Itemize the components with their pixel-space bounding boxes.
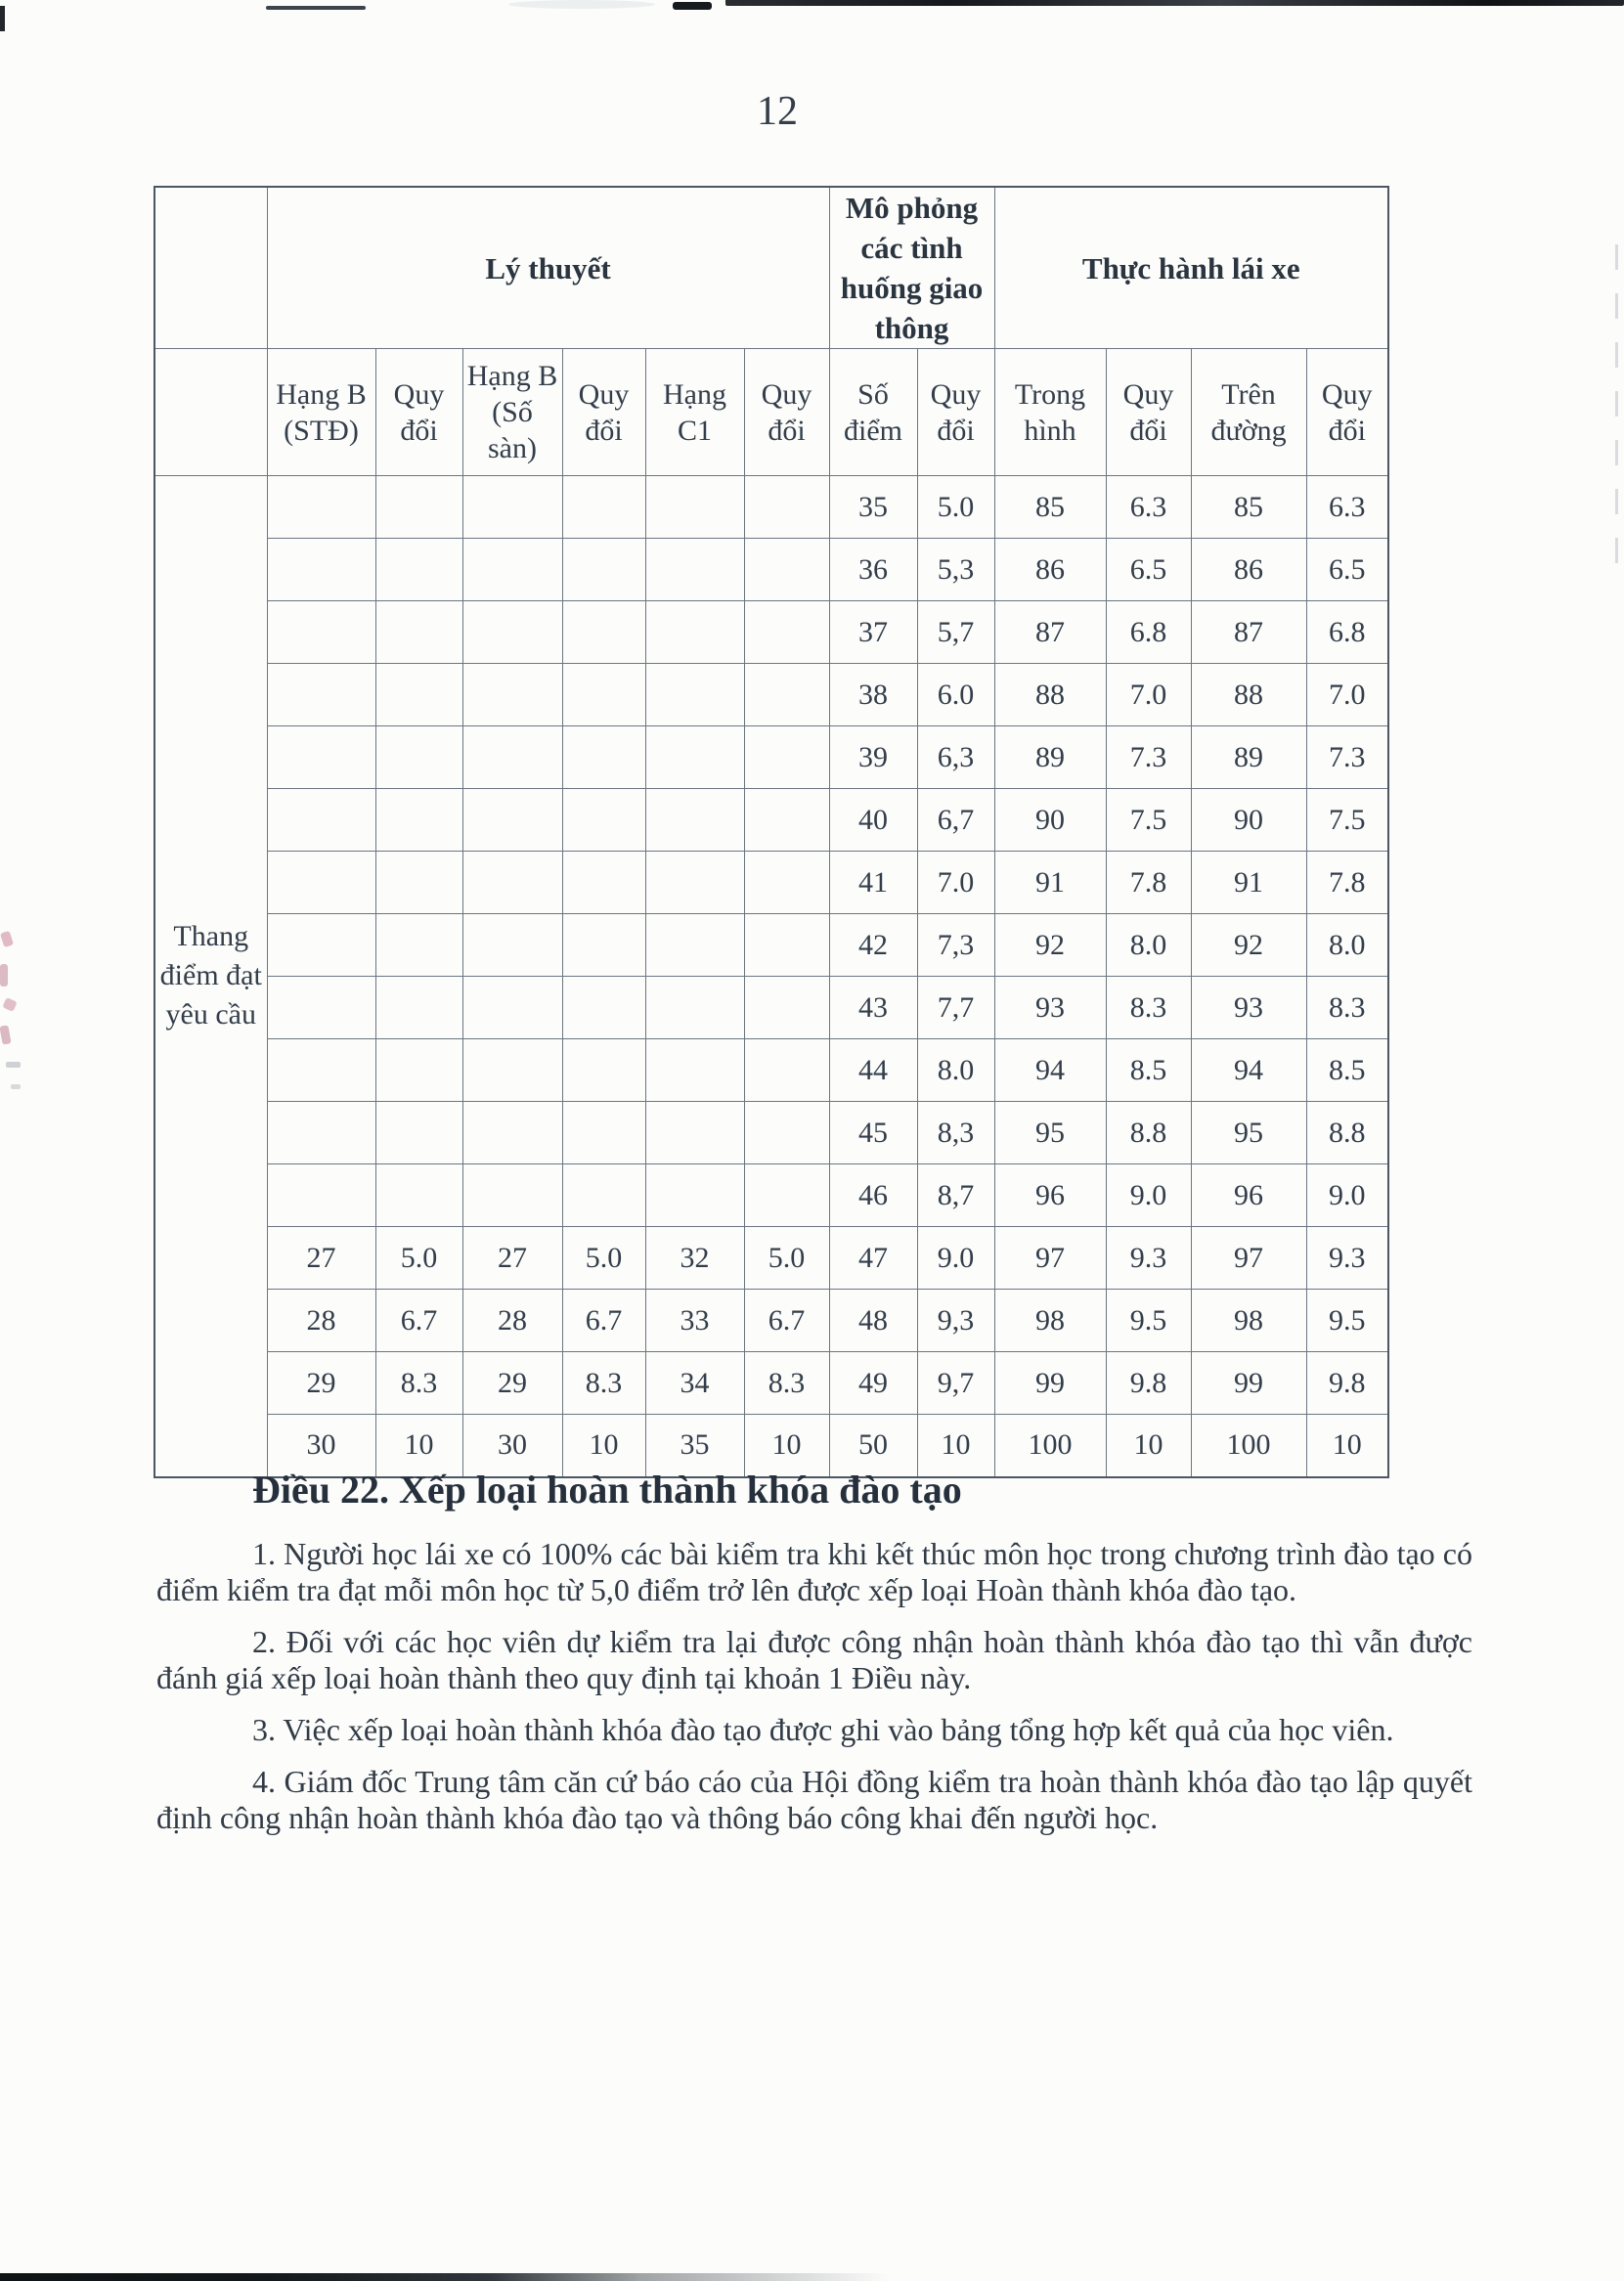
table-cell: 9.5 (1106, 1290, 1191, 1352)
page-number: 12 (757, 89, 798, 134)
scan-artifact-pink-mark (0, 964, 8, 987)
table-cell: 6.5 (1106, 539, 1191, 601)
table-cell (462, 726, 562, 789)
scan-artifact-top-blob (673, 2, 712, 10)
table-cell (562, 852, 645, 914)
table-cell: 9.3 (1106, 1227, 1191, 1290)
table-cell: 6.0 (917, 664, 994, 726)
table-cell: 7.5 (1306, 789, 1388, 852)
table-cell: 91 (994, 852, 1106, 914)
table-cell (267, 852, 375, 914)
table-cell (744, 789, 829, 852)
scan-artifact-top-short-line (266, 6, 366, 10)
table-cell: 7.5 (1106, 789, 1191, 852)
column-header: Quy đổi (917, 349, 994, 476)
table-cell: 29 (267, 1352, 375, 1415)
table-cell: 7,3 (917, 914, 994, 977)
table-cell (744, 1164, 829, 1227)
scan-artifact-gray-mark (11, 1084, 21, 1089)
article-paragraph: 2. Đối với các học viên dự kiểm tra lại được công nhận hoàn thành khóa đào tạo thì vẫn được đánh giá xếp loại hoàn thành theo quy định tại khoản 1 Điều này. (156, 1624, 1472, 1695)
table-cell: 98 (994, 1290, 1106, 1352)
table-cell: 44 (829, 1039, 917, 1102)
table-cell: 35 (829, 476, 917, 539)
scan-artifact-right-edge-line (1615, 244, 1618, 582)
table-cell (267, 601, 375, 664)
table-body (154, 476, 1388, 1477)
table-cell: 6.3 (1106, 476, 1191, 539)
group-header: Lý thuyết (267, 187, 829, 349)
column-header: Trong hình (994, 349, 1106, 476)
table-cell: 9.3 (1306, 1227, 1388, 1290)
table-cell: 32 (645, 1227, 744, 1290)
table-cell (645, 1039, 744, 1102)
table-cell: 5,3 (917, 539, 994, 601)
column-header: Quy đổi (744, 349, 829, 476)
table-cell: 6.8 (1306, 601, 1388, 664)
table-cell: 86 (1191, 539, 1306, 601)
table-cell: 7.0 (1106, 664, 1191, 726)
table-cell: 97 (1191, 1227, 1306, 1290)
table-cell: 7.8 (1106, 852, 1191, 914)
table-cell: 96 (994, 1164, 1106, 1227)
table-cell: 5.0 (375, 1227, 462, 1290)
table-cell: 5.0 (744, 1227, 829, 1290)
table-cell (462, 789, 562, 852)
table-column-header-row (154, 349, 1388, 476)
column-header: Hạng C1 (645, 349, 744, 476)
table-cell: 87 (994, 601, 1106, 664)
table-cell: 6.7 (375, 1290, 462, 1352)
table-cell (375, 1102, 462, 1164)
table-cell: 27 (267, 1227, 375, 1290)
table-row (154, 1227, 1388, 1290)
row-label: Thang điểm đạt yêu cầu (154, 476, 267, 1477)
table-cell: 100 (994, 1415, 1106, 1477)
table-cell: 8.3 (744, 1352, 829, 1415)
scan-artifact-pink-mark (2, 997, 17, 1012)
table-cell: 6.7 (562, 1290, 645, 1352)
table-row (154, 726, 1388, 789)
article-heading: Điều 22. Xếp loại hoàn thành khóa đào tạo (252, 1468, 962, 1512)
table-cell: 48 (829, 1290, 917, 1352)
scan-artifact-top-line (725, 0, 1624, 6)
table-cell: 94 (1191, 1039, 1306, 1102)
table-cell (562, 664, 645, 726)
table-cell (267, 789, 375, 852)
table-cell: 9.0 (1306, 1164, 1388, 1227)
table-cell: 28 (267, 1290, 375, 1352)
table-cell (375, 539, 462, 601)
table-cell (645, 476, 744, 539)
table-cell (562, 476, 645, 539)
table-cell: 8.5 (1306, 1039, 1388, 1102)
table-row (154, 789, 1388, 852)
table-cell: 8.8 (1306, 1102, 1388, 1164)
table-cell (462, 1164, 562, 1227)
group-header: Thực hành lái xe (994, 187, 1388, 349)
table-cell: 42 (829, 914, 917, 977)
table-cell: 47 (829, 1227, 917, 1290)
table-row (154, 1352, 1388, 1415)
table-cell (462, 977, 562, 1039)
table-cell: 8.0 (1106, 914, 1191, 977)
table-cell: 98 (1191, 1290, 1306, 1352)
table-cell: 49 (829, 1352, 917, 1415)
table-cell: 9,3 (917, 1290, 994, 1352)
scan-artifact-corner-tick (0, 6, 5, 31)
table-row (154, 601, 1388, 664)
table-cell (462, 1102, 562, 1164)
table-cell: 6.3 (1306, 476, 1388, 539)
table-cell: 7.0 (917, 852, 994, 914)
article-paragraph: 1. Người học lái xe có 100% các bài kiểm tra khi kết thúc môn học trong chương trình đào tạo có điểm kiểm tra đạt mỗi môn học từ 5,0 điểm trở lên được xếp loại Hoàn thành khóa đào tạo. (156, 1536, 1472, 1607)
table-cell: 85 (1191, 476, 1306, 539)
article-paragraph: 4. Giám đốc Trung tâm căn cứ báo cáo của Hội đồng kiểm tra hoàn thành khóa đào tạo lập quyết định công nhận hoàn thành khóa đào tạo và thông báo công khai đến người học. (156, 1764, 1472, 1835)
table-cell: 8.3 (375, 1352, 462, 1415)
table-cell: 99 (994, 1352, 1106, 1415)
corner-cell (154, 187, 267, 349)
table-cell: 6,3 (917, 726, 994, 789)
table-cell: 92 (994, 914, 1106, 977)
table-cell: 10 (917, 1415, 994, 1477)
table-cell: 30 (267, 1415, 375, 1477)
table-cell: 85 (994, 476, 1106, 539)
table-cell (645, 601, 744, 664)
table-cell: 7,7 (917, 977, 994, 1039)
table-cell (562, 1164, 645, 1227)
table-group-header-row (154, 187, 1388, 349)
table-cell: 91 (1191, 852, 1306, 914)
table-cell (645, 914, 744, 977)
table-cell: 7.3 (1306, 726, 1388, 789)
table-cell (645, 539, 744, 601)
table-cell: 6.5 (1306, 539, 1388, 601)
table-cell: 87 (1191, 601, 1306, 664)
table-cell: 43 (829, 977, 917, 1039)
table-cell (375, 476, 462, 539)
table-cell (744, 977, 829, 1039)
table-cell: 37 (829, 601, 917, 664)
table-cell: 99 (1191, 1352, 1306, 1415)
table-cell (267, 539, 375, 601)
table-cell: 36 (829, 539, 917, 601)
table-cell: 89 (1191, 726, 1306, 789)
table-cell (744, 539, 829, 601)
table-cell (744, 476, 829, 539)
table-cell: 5.0 (917, 476, 994, 539)
column-header: Trên đường (1191, 349, 1306, 476)
table-cell (744, 914, 829, 977)
table-cell: 38 (829, 664, 917, 726)
table-cell: 7.0 (1306, 664, 1388, 726)
table-cell (375, 1039, 462, 1102)
table-cell (462, 1039, 562, 1102)
table-cell: 92 (1191, 914, 1306, 977)
table-cell (375, 601, 462, 664)
table-cell: 5.0 (562, 1227, 645, 1290)
table-cell: 46 (829, 1164, 917, 1227)
table-cell (744, 601, 829, 664)
table-cell (645, 1164, 744, 1227)
table-cell: 39 (829, 726, 917, 789)
table-cell (375, 914, 462, 977)
scan-artifact-bottom-bar (0, 2273, 890, 2281)
table-cell (744, 852, 829, 914)
table-cell: 35 (645, 1415, 744, 1477)
article-section (156, 1467, 1472, 1852)
table-cell: 29 (462, 1352, 562, 1415)
group-header: Mô phỏng các tình huống giao thông (829, 187, 994, 349)
table-cell (562, 977, 645, 1039)
table-row (154, 1164, 1388, 1227)
scan-artifact-pink-mark (0, 931, 14, 947)
table-cell (462, 601, 562, 664)
table-cell (645, 726, 744, 789)
table-cell: 9.0 (917, 1227, 994, 1290)
table-row (154, 539, 1388, 601)
table-cell (562, 601, 645, 664)
table-cell: 6,7 (917, 789, 994, 852)
table-cell (562, 1102, 645, 1164)
table-cell: 86 (994, 539, 1106, 601)
column-header: Hạng B (Số sàn) (462, 349, 562, 476)
table-cell: 7.8 (1306, 852, 1388, 914)
table-row (154, 914, 1388, 977)
table-cell: 8,7 (917, 1164, 994, 1227)
table-cell: 97 (994, 1227, 1106, 1290)
table-cell: 6.7 (744, 1290, 829, 1352)
table-cell (267, 1164, 375, 1227)
table-cell: 8.8 (1106, 1102, 1191, 1164)
column-header: Quy đổi (1106, 349, 1191, 476)
table-cell: 45 (829, 1102, 917, 1164)
table-cell: 41 (829, 852, 917, 914)
table-cell (462, 852, 562, 914)
table-cell (267, 726, 375, 789)
corner-cell (154, 349, 267, 476)
table-cell (375, 977, 462, 1039)
table-cell: 7.3 (1106, 726, 1191, 789)
table-cell: 9.5 (1306, 1290, 1388, 1352)
table-cell: 33 (645, 1290, 744, 1352)
table-row (154, 664, 1388, 726)
column-header: Quy đổi (375, 349, 462, 476)
table-cell (645, 977, 744, 1039)
table-cell: 8.0 (1306, 914, 1388, 977)
article-paragraph: 3. Việc xếp loại hoàn thành khóa đào tạo được ghi vào bảng tổng hợp kết quả của học viên. (252, 1712, 1394, 1747)
table-row (154, 852, 1388, 914)
table-cell (267, 977, 375, 1039)
table-cell (462, 539, 562, 601)
column-header: Quy đổi (1306, 349, 1388, 476)
table-cell (645, 664, 744, 726)
score-conversion-table (154, 186, 1389, 1478)
table-cell (375, 1164, 462, 1227)
table-cell: 5,7 (917, 601, 994, 664)
table-cell: 9.0 (1106, 1164, 1191, 1227)
table-cell (267, 476, 375, 539)
table-cell: 9,7 (917, 1352, 994, 1415)
table-row (154, 1102, 1388, 1164)
table-cell: 50 (829, 1415, 917, 1477)
table-cell (267, 664, 375, 726)
table-cell (267, 1039, 375, 1102)
table-cell: 93 (1191, 977, 1306, 1039)
table-cell (462, 914, 562, 977)
table-cell: 9.8 (1106, 1352, 1191, 1415)
table-cell: 10 (1306, 1415, 1388, 1477)
table-cell: 88 (994, 664, 1106, 726)
table-cell: 95 (1191, 1102, 1306, 1164)
table-cell: 10 (1106, 1415, 1191, 1477)
table-cell (562, 539, 645, 601)
column-header: Hạng B (STĐ) (267, 349, 375, 476)
table-cell (462, 664, 562, 726)
table-cell (744, 1102, 829, 1164)
table-cell: 8.3 (562, 1352, 645, 1415)
table-cell (645, 789, 744, 852)
scan-artifact-gray-mark (6, 1062, 21, 1068)
table-cell: 9.8 (1306, 1352, 1388, 1415)
table-cell: 8.3 (1106, 977, 1191, 1039)
table-cell: 95 (994, 1102, 1106, 1164)
table-cell (375, 852, 462, 914)
table-cell (744, 1039, 829, 1102)
table-cell: 90 (1191, 789, 1306, 852)
table-row (154, 977, 1388, 1039)
table-cell: 28 (462, 1290, 562, 1352)
table-cell: 89 (994, 726, 1106, 789)
table-cell: 34 (645, 1352, 744, 1415)
table-cell: 40 (829, 789, 917, 852)
table-cell (562, 1039, 645, 1102)
scan-artifact-pink-mark (0, 1025, 12, 1044)
table-cell (375, 726, 462, 789)
table-cell (267, 1102, 375, 1164)
table-cell (744, 664, 829, 726)
table-cell: 94 (994, 1039, 1106, 1102)
table-cell: 6.8 (1106, 601, 1191, 664)
table-cell: 90 (994, 789, 1106, 852)
table-cell (267, 914, 375, 977)
table-cell (645, 852, 744, 914)
table-cell: 27 (462, 1227, 562, 1290)
table-cell: 8.3 (1306, 977, 1388, 1039)
table-cell: 8.0 (917, 1039, 994, 1102)
table-row (154, 476, 1388, 539)
table-cell: 88 (1191, 664, 1306, 726)
table-cell: 30 (462, 1415, 562, 1477)
table-row (154, 1039, 1388, 1102)
table-cell (645, 1102, 744, 1164)
table-row (154, 1290, 1388, 1352)
table-cell (562, 914, 645, 977)
table-cell (462, 476, 562, 539)
table-cell: 10 (375, 1415, 462, 1477)
table-cell (562, 726, 645, 789)
table-cell (375, 789, 462, 852)
table-cell: 10 (744, 1415, 829, 1477)
table-cell: 93 (994, 977, 1106, 1039)
table-cell: 8.5 (1106, 1039, 1191, 1102)
column-header: Số điểm (829, 349, 917, 476)
table-cell (562, 789, 645, 852)
table-cell: 100 (1191, 1415, 1306, 1477)
column-header: Quy đổi (562, 349, 645, 476)
table-cell: 96 (1191, 1164, 1306, 1227)
table-cell: 10 (562, 1415, 645, 1477)
scan-artifact-top-smudge (508, 0, 655, 9)
table-cell: 8,3 (917, 1102, 994, 1164)
table-cell (744, 726, 829, 789)
table-cell (375, 664, 462, 726)
